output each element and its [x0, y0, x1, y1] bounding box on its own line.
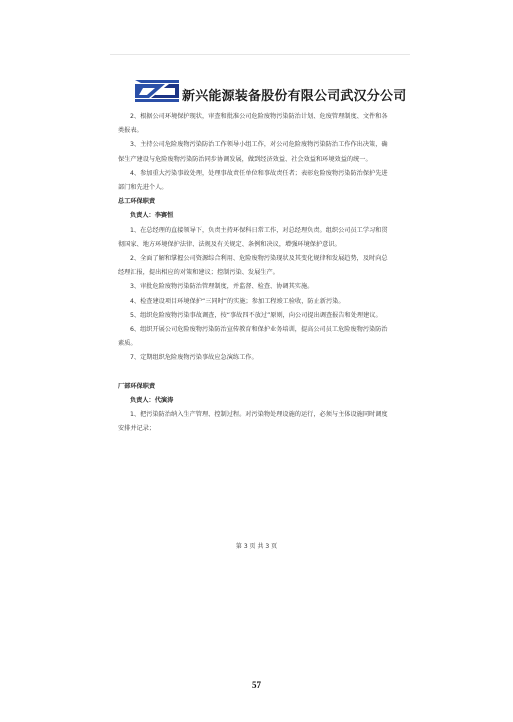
list-item: 1、把污染防治纳入生产管理、控制过程。对污染物处理设施的运行，必须与主体设施同时调度安排并记录； — [118, 411, 388, 433]
list-item: 5、组织危险废物污染事故调查，按“事故四不放过”原则，向公司提出调查报告和处理建议。 — [130, 311, 382, 319]
paragraph: 3、主持公司危险废物污染防治工作领导小组工作，对公司危险废物污染防治工作作出决策，确保生产建设与危险废物污染防治同步协调发展，做到经济效益、社会效益和环境效益的统一。 — [118, 141, 388, 163]
section-person: 负责人：代演涛 — [130, 396, 174, 404]
list-item: 1、在总经理的直接领导下，负责主持环保科日常工作，对总经理负责。组织公司员工学习和贯彻国家、地方环境保护法律、法规及有关规定、条例和决议，增强环境保护意识。 — [118, 226, 388, 248]
list-item: 4、检查建设项目环境保护“三同时”的实施；参加工程竣工验收，防止新污染。 — [130, 297, 345, 305]
top-divider — [110, 54, 410, 55]
company-logo-icon — [135, 80, 179, 102]
company-name: 新兴能源装备股份有限公司武汉分公司 — [182, 89, 407, 104]
paragraph: 2、根据公司环境保护现状，审查和批准公司危险废物污染防治计划、危废管理制度、文件和各类报表。 — [118, 113, 388, 135]
document-body — [118, 110, 388, 436]
section-person: 负责人：李赛恒 — [130, 212, 174, 220]
paragraph: 4、参加重大污染事故处理，处理事故责任单位和事故责任者；表彰危险废物污染防治保护先进部门和先进个人。 — [118, 169, 388, 192]
footer-page-number: 57 — [252, 680, 261, 690]
list-item: 3、审批危险废物污染防治管理制度，并监督、检查、协调其实施。 — [130, 283, 314, 291]
page-number: 第 3 页 共 3 页 — [235, 543, 278, 550]
letterhead — [135, 80, 407, 106]
section-title: 总工环保职责 — [118, 198, 156, 206]
list-item: 6、组织开展公司危险废物污染防治宣传教育和保护业务培训，提高公司员工危险废物污染防治素质。 — [118, 326, 388, 348]
section-title: 厂部环保职责 — [118, 382, 156, 390]
list-item: 7、定期组织危险废物污染事故应急演练工作。 — [130, 354, 258, 362]
list-item: 2、全面了解和掌握公司资源综合利用、危险废物污染现状及其变化规律和发展趋势，及时向总经理汇报，提出相应的对策和建议；控制污染、发展生产。 — [118, 255, 388, 277]
